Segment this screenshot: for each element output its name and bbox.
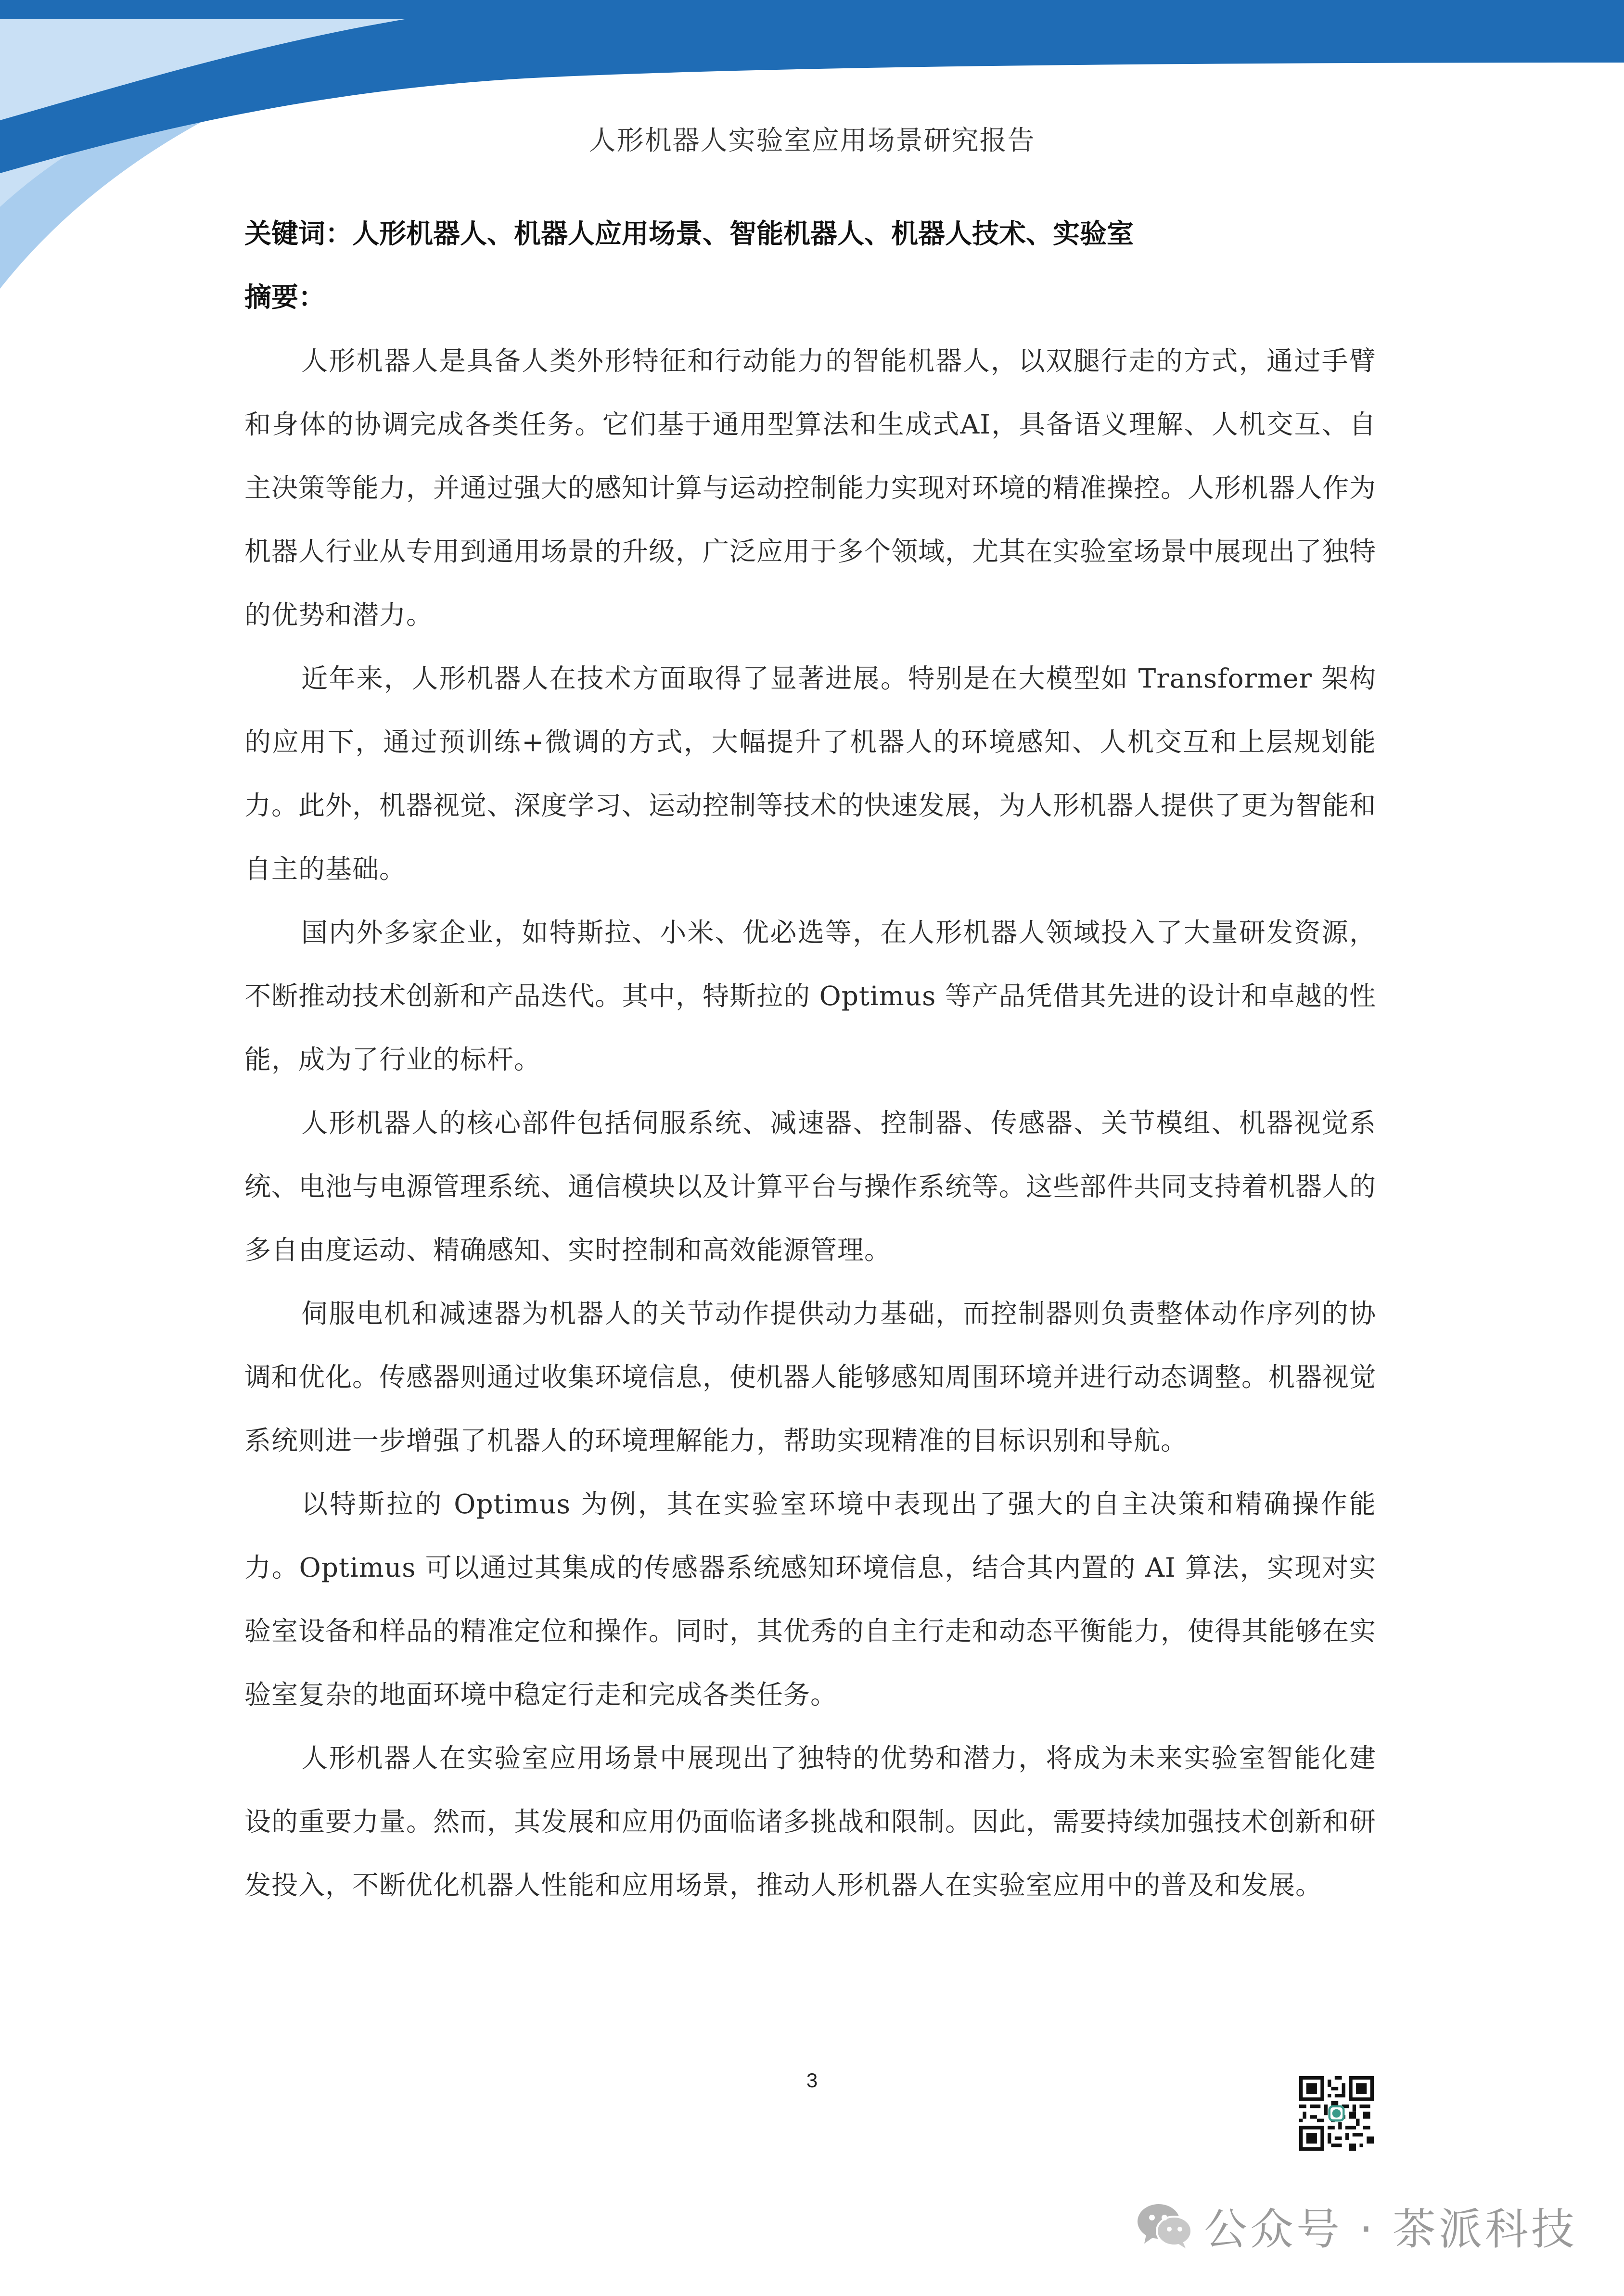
paragraph: 以特斯拉的 Optimus 为例，其在实验室环境中表现出了强大的自主决策和精确操作能力。Optimus 可以通过其集成的传感器系统感知环境信息，结合其内置的 AI 算法，实现对实验室设备和样品的精准定位和操作。同时，其优秀的自主行走和动态平衡能力，使得其能够在实验室复杂的地面环境中稳定行走和完成各类任务。 bbox=[244, 1489, 1377, 1710]
header-title: 人形机器人实验室应用场景研究报告 bbox=[588, 125, 1036, 156]
paragraph: 近年来，人形机器人在技术方面取得了显著进展。特别是在大模型如 Transformer 架构的应用下，通过预训练+微调的方式，大幅提升了机器人的环境感知、人机交互和上层规划能力。此外，机器视觉、深度学习、运动控制等技术的快速发展，为人形机器人提供了更为智能和自主的基础。 bbox=[244, 663, 1377, 884]
keywords-line: 关键词：人形机器人、机器人应用场景、智能机器人、机器人技术、实验室 bbox=[244, 218, 1134, 250]
qr-code-icon bbox=[1299, 2076, 1374, 2151]
abstract-heading: 摘要： bbox=[244, 281, 325, 313]
paragraph: 人形机器人的核心部件包括伺服系统、减速器、控制器、传感器、关节模组、机器视觉系统、电池与电源管理系统、通信模块以及计算平台与操作系统等。这些部件共同支持着机器人的多自由度运动、精确感知、实时控制和高效能源管理。 bbox=[244, 1108, 1377, 1265]
watermark bbox=[1136, 2199, 1577, 2255]
document-body bbox=[244, 202, 1376, 1917]
paragraph: 人形机器人在实验室应用场景中展现出了独特的优势和潜力，将成为未来实验室智能化建设的重要力量。然而，其发展和应用仍面临诸多挑战和限制。因此，需要持续加强技术创新和研发投入，不断优化机器人性能和应用场景，推动人形机器人在实验室应用中的普及和发展。 bbox=[244, 1743, 1377, 1901]
paragraph: 人形机器人是具备人类外形特征和行动能力的智能机器人，以双腿行走的方式，通过手臂和身体的协调完成各类任务。它们基于通用型算法和生成式AI，具备语义理解、人机交互、自主决策等能力，并通过强大的感知计算与运动控制能力实现对环境的精准操控。人形机器人作为机器人行业从专用到通用场景的升级，广泛应用于多个领域，尤其在实验室场景中展现出了独特的优势和潜力。 bbox=[244, 345, 1377, 630]
banner-top-dark bbox=[0, 0, 1624, 19]
paragraph: 国内外多家企业，如特斯拉、小米、优必选等，在人形机器人领域投入了大量研发资源，不断推动技术创新和产品迭代。其中，特斯拉的 Optimus 等产品凭借其先进的设计和卓越的性能，成为了行业的标杆。 bbox=[244, 917, 1376, 1075]
watermark-text: 公众号 · 茶派科技 bbox=[1204, 2204, 1577, 2255]
wechat-icon bbox=[1136, 2201, 1193, 2249]
paragraph: 伺服电机和减速器为机器人的关节动作提供动力基础，而控制器则负责整体动作序列的协调和优化。传感器则通过收集环境信息，使机器人能够感知周围环境并进行动态调整。机器视觉系统则进一步增强了机器人的环境理解能力，帮助实现精准的目标识别和导航。 bbox=[244, 1298, 1377, 1456]
page-number: 3 bbox=[806, 2069, 818, 2092]
